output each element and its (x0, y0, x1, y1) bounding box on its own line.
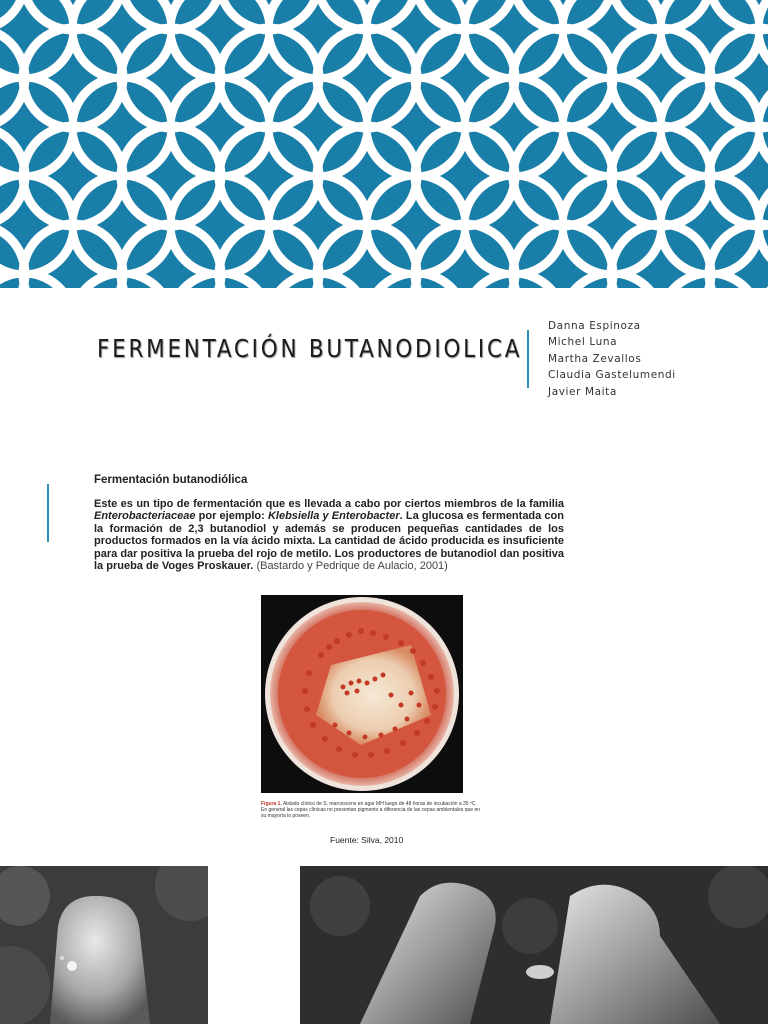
caption-text: Aislado clínico de S. marcescens en agar MH luego de 48 horas de incubación a 35 ºC. En general las cepas clínicas no presentan pigmento a diferencia de las cepas ambientales que en su mayoría lo poseen. (261, 801, 481, 820)
figure-caption (261, 801, 481, 820)
micrograph-left (0, 866, 208, 1024)
author-list (548, 318, 676, 400)
author-name: Martha Zevallos (548, 352, 642, 365)
figure-source: Fuente: Silva, 2010 (330, 835, 404, 845)
slide-title: FERMENTACIÓN BUTANODIOLICA (97, 334, 523, 363)
document-paragraph (94, 498, 564, 572)
family-name: Enterobacteriaceae (94, 510, 196, 523)
title-divider (527, 330, 529, 388)
author-name: Michel Luna (548, 336, 618, 349)
genus-names: Klebsiella y Enterobacter (267, 510, 400, 523)
accent-bar (47, 484, 49, 542)
micrograph-right (300, 866, 768, 1024)
petri-dish-photo (261, 595, 463, 793)
author-name: Danna Espinoza (548, 320, 641, 332)
patterned-banner (0, 0, 768, 288)
paragraph-text: . La glucosa es fermentada con la formación de 2,3 butanodiol y además se producen pequeñas cantidades de los productos formados en la vía ácido mixta. La cantidad de ácido producida es insuficiente para dar positiva la prueba del rojo de metilo. Los productores de butanodiol dan positiva la prueba de Voges Proskauer. (94, 510, 564, 573)
figure-label: Figura 1. (261, 801, 282, 807)
author-name: Claudia Gastelumendi (548, 369, 676, 382)
author-name: Javier Maita (548, 385, 617, 398)
paragraph-text: por ejemplo: (195, 510, 268, 523)
citation: (Bastardo y Pedrique de Aulacio, 2001) (256, 560, 448, 573)
document-heading: Fermentación butanodiólica (94, 474, 248, 486)
paragraph-text: Este es un tipo de fermentación que es llevada a cabo por ciertos miembros de la familia (94, 498, 564, 510)
